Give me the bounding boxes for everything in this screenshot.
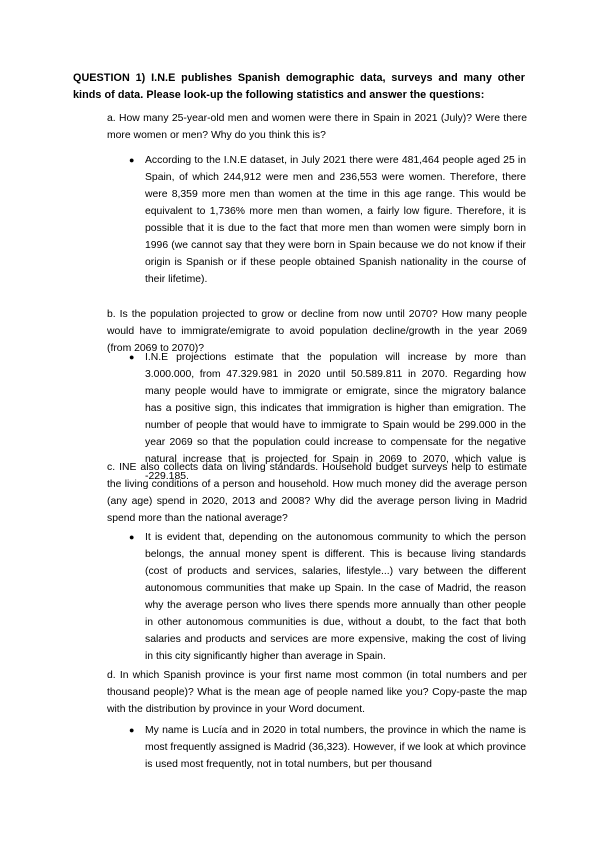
answer-d-text: My name is Lucía and in 2020 in total numbers, the province in which the name is most frequently assigned is Madrid (36,323). However, if we look at which province is used most frequently, not in total numbers, but per thousand [145, 725, 526, 770]
question-heading: QUESTION 1) I.N.E publishes Spanish demographic data, surveys and many other kinds of data. Please look-up the following statistics and answer the questions: [73, 72, 525, 101]
answer-a-text: According to the I.N.E dataset, in July 2021 there were 481,464 people aged 25 in Spain, of which 244,912 were men and 236,553 were women. Therefore, there were 8,359 more men than women at the time in this age range. This would be equivalent to 1,736% more men than women, a fairly low figure. Therefore, it is possible that it is due to the fact that more men than women were simply born in 1996 (we cannot say that they were born in Spain because we do not know if their origin is Spanish or if these people obtained Spanish nationality in the course of their lifetime). [145, 155, 526, 285]
bullet-icon: ● [129, 155, 135, 165]
answer-a [129, 152, 526, 288]
question-c: c. INE also collects data on living standards. Household budget surveys help to estimate the living conditions of a person and household. How much money did the average person (any age) spend in 2020, 2013 and 2008? Why did the average person living in Madrid spend more than the national average? [107, 462, 527, 524]
question-d: d. In which Spanish province is your first name most common (in total numbers and per thousand people)? What is the mean age of people named like you? Copy-paste the map with the distribution by province in your Word document. [107, 670, 527, 715]
question-b: b. Is the population projected to grow or decline from now until 2070? How many people would have to immigrate/emigrate to avoid population decline/growth in the year 2069 (from 2069 to 2070)? [107, 309, 527, 354]
answer-c-text: It is evident that, depending on the autonomous community to which the person belongs, the annual money spent is different. This is because living standards (cost of products and services, salaries, lifestyle...) vary between the different autonomous communities that make up Spain. In the case of Madrid, the reason why the average person who lives there spends more annually than other people in other autonomous communities is due, without a doubt, to the fact that both salaries and products and services are more expensive, making the cost of living in this city significantly higher than average in Spain. [145, 532, 526, 662]
bullet-icon: ● [129, 725, 135, 735]
answer-b-text: I.N.E projections estimate that the population will increase by more than 3.000.000, from 47.329.981 in 2020 until 50.589.811 in 2070. Regarding how many people would have to immigrate or emigrate, since the migratory balance has a positive sign, this indicates that immigration is higher than emigration. The number of people that would have to immigrate to Spain would be 299.000 in the year 2069 so that the population could increase to compensate for the negative natural increase that is projected for Spain in 2069 to 2070, which value is -229.185. [145, 352, 526, 482]
bullet-icon: ● [129, 352, 135, 362]
answer-d [129, 722, 526, 773]
question-a: a. How many 25-year-old men and women were there in Spain in 2021 (July)? Were there more women or men? Why do you think this is? [107, 113, 527, 141]
bullet-icon: ● [129, 532, 135, 542]
answer-c [129, 529, 526, 665]
